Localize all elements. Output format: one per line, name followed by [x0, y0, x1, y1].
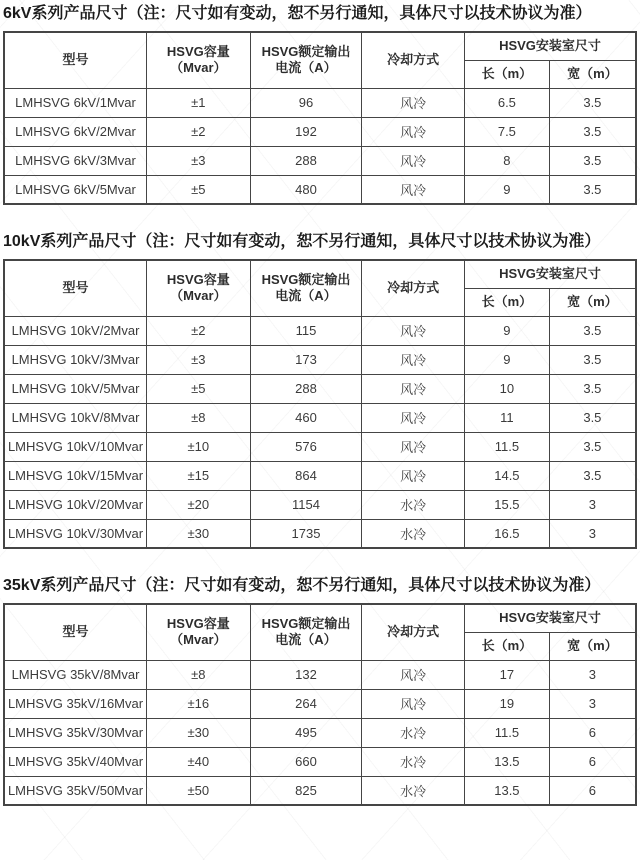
- header-installation-room: HSVG安装室尺寸: [465, 604, 636, 632]
- table-row: [4, 461, 636, 490]
- cell-length: 11.5: [465, 432, 550, 461]
- cell-rated-current: 480: [250, 175, 362, 204]
- cell-capacity: ±15: [147, 461, 251, 490]
- table-row: [4, 660, 636, 689]
- table-row: [4, 776, 636, 805]
- header-capacity-line2: （Mvar）: [170, 632, 227, 648]
- header-row-top: [4, 32, 636, 60]
- series-section: [3, 3, 637, 205]
- table-row: [4, 519, 636, 548]
- cell-model: LMHSVG 10kV/2Mvar: [4, 316, 147, 345]
- cell-length: 7.5: [465, 117, 550, 146]
- cell-cooling: 风冷: [362, 88, 465, 117]
- header-current-line2: 电流（A）: [275, 60, 337, 76]
- cell-model: LMHSVG 35kV/40Mvar: [4, 747, 147, 776]
- table-row: [4, 316, 636, 345]
- cell-capacity: ±30: [147, 718, 251, 747]
- cell-width: 3.5: [549, 374, 636, 403]
- header-capacity: [147, 32, 251, 88]
- cell-capacity: ±2: [147, 316, 251, 345]
- header-cooling: 冷却方式: [362, 260, 465, 316]
- cell-rated-current: 132: [250, 660, 362, 689]
- cell-capacity: ±3: [147, 146, 251, 175]
- cell-capacity: ±1: [147, 88, 251, 117]
- header-cooling: 冷却方式: [362, 604, 465, 660]
- cell-capacity: ±40: [147, 747, 251, 776]
- header-cooling: 冷却方式: [362, 32, 465, 88]
- cell-width: 3: [549, 519, 636, 548]
- cell-rated-current: 495: [250, 718, 362, 747]
- header-current: [250, 604, 362, 660]
- header-length: 长（m）: [465, 288, 550, 316]
- series-title: 6kV系列产品尺寸（注：尺寸如有变动，恕不另行通知，具体尺寸以技术协议为准）: [3, 5, 592, 22]
- cell-length: 9: [465, 345, 550, 374]
- header-current-line1: HSVG额定输出: [261, 44, 351, 60]
- cell-capacity: ±50: [147, 776, 251, 805]
- header-capacity-line1: HSVG容量: [166, 616, 230, 632]
- cell-capacity: ±8: [147, 403, 251, 432]
- cell-cooling: 水冷: [362, 776, 465, 805]
- cell-length: 11.5: [465, 718, 550, 747]
- table-header: [4, 604, 636, 660]
- table-row: [4, 747, 636, 776]
- header-current-line1: HSVG额定输出: [261, 616, 351, 632]
- cell-rated-current: 288: [250, 374, 362, 403]
- cell-rated-current: 115: [250, 316, 362, 345]
- cell-capacity: ±3: [147, 345, 251, 374]
- cell-capacity: ±30: [147, 519, 251, 548]
- cell-cooling: 水冷: [362, 519, 465, 548]
- cell-width: 3.5: [549, 316, 636, 345]
- cell-capacity: ±16: [147, 689, 251, 718]
- table-row: [4, 88, 636, 117]
- series-section: [3, 231, 637, 549]
- cell-cooling: 水冷: [362, 747, 465, 776]
- cell-length: 11: [465, 403, 550, 432]
- cell-length: 8: [465, 146, 550, 175]
- header-model: 型号: [4, 260, 147, 316]
- header-capacity-line2: （Mvar）: [170, 288, 227, 304]
- cell-model: LMHSVG 10kV/3Mvar: [4, 345, 147, 374]
- cell-cooling: 风冷: [362, 689, 465, 718]
- series-section: [3, 575, 637, 806]
- cell-cooling: 风冷: [362, 146, 465, 175]
- cell-cooling: 风冷: [362, 374, 465, 403]
- header-width: 宽（m）: [549, 60, 636, 88]
- cell-length: 16.5: [465, 519, 550, 548]
- cell-width: 6: [549, 747, 636, 776]
- table-row: [4, 117, 636, 146]
- cell-rated-current: 1735: [250, 519, 362, 548]
- header-capacity-line1: HSVG容量: [166, 44, 230, 60]
- cell-cooling: 水冷: [362, 718, 465, 747]
- cell-capacity: ±8: [147, 660, 251, 689]
- table-body: [4, 88, 636, 204]
- table-row: [4, 345, 636, 374]
- spec-table: [3, 603, 637, 806]
- header-capacity-line2: （Mvar）: [170, 60, 227, 76]
- cell-cooling: 风冷: [362, 316, 465, 345]
- cell-rated-current: 825: [250, 776, 362, 805]
- cell-width: 6: [549, 718, 636, 747]
- cell-cooling: 风冷: [362, 117, 465, 146]
- cell-width: 3.5: [549, 175, 636, 204]
- cell-cooling: 风冷: [362, 175, 465, 204]
- cell-model: LMHSVG 10kV/10Mvar: [4, 432, 147, 461]
- cell-cooling: 风冷: [362, 461, 465, 490]
- cell-model: LMHSVG 6kV/5Mvar: [4, 175, 147, 204]
- cell-length: 9: [465, 316, 550, 345]
- header-capacity: [147, 260, 251, 316]
- cell-capacity: ±10: [147, 432, 251, 461]
- cell-model: LMHSVG 10kV/5Mvar: [4, 374, 147, 403]
- cell-model: LMHSVG 10kV/15Mvar: [4, 461, 147, 490]
- table-row: [4, 374, 636, 403]
- cell-cooling: 风冷: [362, 403, 465, 432]
- cell-cooling: 风冷: [362, 345, 465, 374]
- header-current-line1: HSVG额定输出: [261, 272, 351, 288]
- table-body: [4, 316, 636, 548]
- cell-length: 19: [465, 689, 550, 718]
- header-length: 长（m）: [465, 60, 550, 88]
- cell-model: LMHSVG 10kV/30Mvar: [4, 519, 147, 548]
- cell-width: 3: [549, 660, 636, 689]
- series-title: 10kV系列产品尺寸（注：尺寸如有变动，恕不另行通知，具体尺寸以技术协议为准）: [3, 233, 601, 250]
- cell-rated-current: 576: [250, 432, 362, 461]
- cell-capacity: ±5: [147, 374, 251, 403]
- header-installation-room: HSVG安装室尺寸: [465, 32, 636, 60]
- table-row: [4, 490, 636, 519]
- cell-rated-current: 864: [250, 461, 362, 490]
- table-row: [4, 432, 636, 461]
- header-current: [250, 260, 362, 316]
- cell-capacity: ±2: [147, 117, 251, 146]
- cell-length: 9: [465, 175, 550, 204]
- cell-cooling: 风冷: [362, 660, 465, 689]
- cell-capacity: ±5: [147, 175, 251, 204]
- cell-model: LMHSVG 6kV/3Mvar: [4, 146, 147, 175]
- table-body: [4, 660, 636, 805]
- table-row: [4, 403, 636, 432]
- header-capacity-line1: HSVG容量: [166, 272, 230, 288]
- cell-length: 10: [465, 374, 550, 403]
- cell-length: 14.5: [465, 461, 550, 490]
- header-width: 宽（m）: [549, 632, 636, 660]
- table-header: [4, 260, 636, 316]
- header-current-line2: 电流（A）: [275, 288, 337, 304]
- header-model: 型号: [4, 604, 147, 660]
- cell-model: LMHSVG 35kV/8Mvar: [4, 660, 147, 689]
- cell-model: LMHSVG 6kV/2Mvar: [4, 117, 147, 146]
- header-installation-room: HSVG安装室尺寸: [465, 260, 636, 288]
- cell-model: LMHSVG 35kV/16Mvar: [4, 689, 147, 718]
- cell-rated-current: 660: [250, 747, 362, 776]
- cell-width: 3.5: [549, 345, 636, 374]
- cell-cooling: 风冷: [362, 432, 465, 461]
- header-width: 宽（m）: [549, 288, 636, 316]
- cell-width: 3.5: [549, 403, 636, 432]
- cell-rated-current: 96: [250, 88, 362, 117]
- cell-length: 13.5: [465, 776, 550, 805]
- header-length: 长（m）: [465, 632, 550, 660]
- cell-width: 3: [549, 490, 636, 519]
- table-row: [4, 175, 636, 204]
- spec-table: [3, 259, 637, 549]
- header-row-top: [4, 604, 636, 632]
- table-row: [4, 718, 636, 747]
- header-row-top: [4, 260, 636, 288]
- table-row: [4, 146, 636, 175]
- header-capacity: [147, 604, 251, 660]
- cell-width: 3.5: [549, 146, 636, 175]
- header-current-line2: 电流（A）: [275, 632, 337, 648]
- cell-model: LMHSVG 35kV/30Mvar: [4, 718, 147, 747]
- cell-model: LMHSVG 10kV/20Mvar: [4, 490, 147, 519]
- cell-length: 17: [465, 660, 550, 689]
- cell-width: 3.5: [549, 432, 636, 461]
- cell-rated-current: 1154: [250, 490, 362, 519]
- cell-rated-current: 173: [250, 345, 362, 374]
- header-model: 型号: [4, 32, 147, 88]
- cell-length: 13.5: [465, 747, 550, 776]
- cell-width: 3.5: [549, 461, 636, 490]
- cell-length: 15.5: [465, 490, 550, 519]
- cell-model: LMHSVG 10kV/8Mvar: [4, 403, 147, 432]
- header-current: [250, 32, 362, 88]
- cell-length: 6.5: [465, 88, 550, 117]
- cell-width: 3: [549, 689, 636, 718]
- table-row: [4, 689, 636, 718]
- cell-model: LMHSVG 35kV/50Mvar: [4, 776, 147, 805]
- cell-cooling: 水冷: [362, 490, 465, 519]
- cell-model: LMHSVG 6kV/1Mvar: [4, 88, 147, 117]
- cell-rated-current: 264: [250, 689, 362, 718]
- cell-rated-current: 288: [250, 146, 362, 175]
- cell-capacity: ±20: [147, 490, 251, 519]
- spec-table: [3, 31, 637, 205]
- cell-width: 6: [549, 776, 636, 805]
- cell-rated-current: 460: [250, 403, 362, 432]
- series-title: 35kV系列产品尺寸（注：尺寸如有变动，恕不另行通知，具体尺寸以技术协议为准）: [3, 577, 601, 594]
- table-header: [4, 32, 636, 88]
- cell-rated-current: 192: [250, 117, 362, 146]
- cell-width: 3.5: [549, 88, 636, 117]
- cell-width: 3.5: [549, 117, 636, 146]
